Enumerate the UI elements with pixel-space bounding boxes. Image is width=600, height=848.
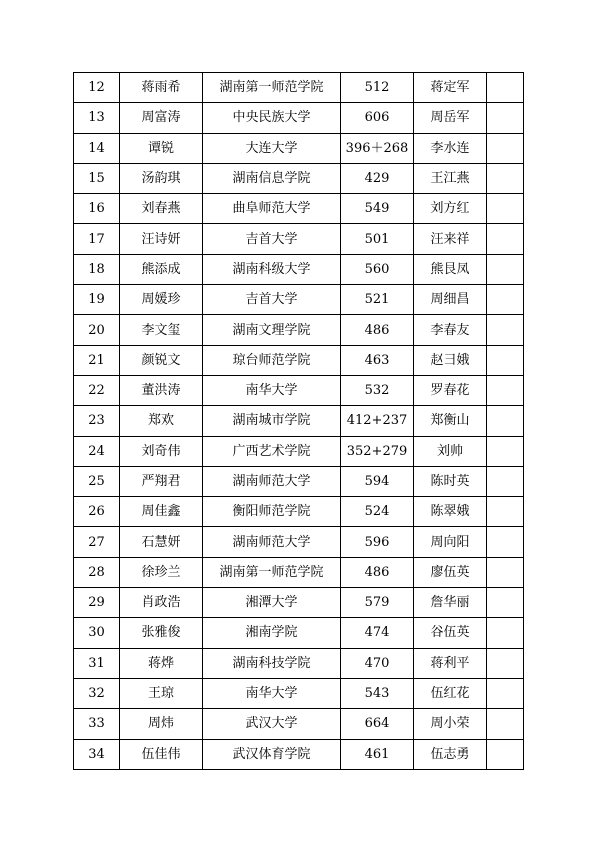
student-name-cell: 周佳鑫 [120,497,203,527]
table-row [74,588,524,618]
remark-cell [487,345,524,375]
row-number-cell: 12 [74,73,120,103]
remark-cell [487,285,524,315]
school-name-cell: 湖南城市学院 [203,406,341,436]
parent-name-cell: 汪来祥 [414,224,487,254]
exam-score-cell: 606 [341,103,414,133]
remark-cell [487,194,524,224]
table-row [74,527,524,557]
parent-name-cell: 廖伍英 [414,557,487,587]
row-number-cell: 18 [74,254,120,284]
parent-name-cell: 李春友 [414,315,487,345]
parent-name-cell: 李水连 [414,133,487,163]
remark-cell [487,133,524,163]
student-name-cell: 刘春燕 [120,194,203,224]
row-number-cell: 32 [74,678,120,708]
row-number-cell: 13 [74,103,120,133]
remark-cell [487,163,524,193]
exam-score-cell: 594 [341,466,414,496]
parent-name-cell: 伍志勇 [414,739,487,769]
row-number-cell: 14 [74,133,120,163]
exam-score-cell: 429 [341,163,414,193]
remark-cell [487,254,524,284]
roster-table-body [74,73,524,770]
exam-score-cell: 486 [341,557,414,587]
remark-cell [487,103,524,133]
parent-name-cell: 熊艮凤 [414,254,487,284]
school-name-cell: 湖南科级大学 [203,254,341,284]
exam-score-cell: 543 [341,678,414,708]
table-row [74,345,524,375]
student-name-cell: 肖政浩 [120,588,203,618]
remark-cell [487,73,524,103]
remark-cell [487,466,524,496]
exam-score-cell: 549 [341,194,414,224]
row-number-cell: 19 [74,285,120,315]
student-name-cell: 熊添成 [120,254,203,284]
table-row [74,103,524,133]
remark-cell [487,375,524,405]
school-name-cell: 大连大学 [203,133,341,163]
table-row [74,557,524,587]
row-number-cell: 34 [74,739,120,769]
row-number-cell: 16 [74,194,120,224]
row-number-cell: 33 [74,709,120,739]
row-number-cell: 20 [74,315,120,345]
table-row [74,618,524,648]
student-name-cell: 徐珍兰 [120,557,203,587]
student-name-cell: 汤韵琪 [120,163,203,193]
school-name-cell: 吉首大学 [203,224,341,254]
parent-name-cell: 周向阳 [414,527,487,557]
parent-name-cell: 陈翠娥 [414,497,487,527]
exam-score-cell: 470 [341,648,414,678]
exam-score-cell: 474 [341,618,414,648]
exam-score-cell: 664 [341,709,414,739]
table-row [74,133,524,163]
school-name-cell: 琼台师范学院 [203,345,341,375]
exam-score-cell: 463 [341,345,414,375]
row-number-cell: 17 [74,224,120,254]
table-row [74,73,524,103]
parent-name-cell: 蒋利平 [414,648,487,678]
row-number-cell: 23 [74,406,120,436]
parent-name-cell: 伍红花 [414,678,487,708]
exam-score-cell: 524 [341,497,414,527]
school-name-cell: 广西艺术学院 [203,436,341,466]
school-name-cell: 湖南文理学院 [203,315,341,345]
student-name-cell: 颜锐文 [120,345,203,375]
exam-score-cell: 521 [341,285,414,315]
exam-score-cell: 486 [341,315,414,345]
table-row [74,194,524,224]
school-name-cell: 湖南第一师范学院 [203,557,341,587]
school-name-cell: 湖南师范大学 [203,466,341,496]
table-row [74,436,524,466]
remark-cell [487,557,524,587]
school-name-cell: 吉首大学 [203,285,341,315]
school-name-cell: 曲阜师范大学 [203,194,341,224]
parent-name-cell: 周细昌 [414,285,487,315]
remark-cell [487,678,524,708]
school-name-cell: 湖南信息学院 [203,163,341,193]
student-name-cell: 石慧妍 [120,527,203,557]
exam-score-cell: 560 [341,254,414,284]
student-name-cell: 汪诗妍 [120,224,203,254]
exam-score-cell: 512 [341,73,414,103]
row-number-cell: 27 [74,527,120,557]
remark-cell [487,527,524,557]
student-name-cell: 蒋烨 [120,648,203,678]
row-number-cell: 30 [74,618,120,648]
parent-name-cell: 赵彐娥 [414,345,487,375]
parent-name-cell: 郑衡山 [414,406,487,436]
student-name-cell: 周炜 [120,709,203,739]
row-number-cell: 15 [74,163,120,193]
parent-name-cell: 刘方红 [414,194,487,224]
remark-cell [487,436,524,466]
exam-score-cell: 412+237 [341,406,414,436]
roster-table [73,72,524,770]
row-number-cell: 26 [74,497,120,527]
remark-cell [487,618,524,648]
row-number-cell: 25 [74,466,120,496]
student-name-cell: 周富涛 [120,103,203,133]
student-name-cell: 谭锐 [120,133,203,163]
table-row [74,224,524,254]
table-row [74,678,524,708]
parent-name-cell: 陈时英 [414,466,487,496]
table-row [74,163,524,193]
student-name-cell: 郑欢 [120,406,203,436]
remark-cell [487,588,524,618]
remark-cell [487,739,524,769]
table-row [74,285,524,315]
table-row [74,254,524,284]
table-row [74,709,524,739]
student-name-cell: 李文玺 [120,315,203,345]
table-row [74,315,524,345]
student-name-cell: 严翔君 [120,466,203,496]
student-name-cell: 王琼 [120,678,203,708]
row-number-cell: 31 [74,648,120,678]
parent-name-cell: 王江燕 [414,163,487,193]
parent-name-cell: 罗春花 [414,375,487,405]
school-name-cell: 衡阳师范学院 [203,497,341,527]
table-row [74,497,524,527]
exam-score-cell: 501 [341,224,414,254]
exam-score-cell: 461 [341,739,414,769]
table-row [74,375,524,405]
student-name-cell: 董洪涛 [120,375,203,405]
student-name-cell: 周媛珍 [120,285,203,315]
student-name-cell: 蒋雨希 [120,73,203,103]
remark-cell [487,315,524,345]
parent-name-cell: 周小荣 [414,709,487,739]
student-name-cell: 刘奇伟 [120,436,203,466]
row-number-cell: 28 [74,557,120,587]
table-row [74,466,524,496]
student-name-cell: 张雅俊 [120,618,203,648]
parent-name-cell: 刘帅 [414,436,487,466]
parent-name-cell: 蒋定军 [414,73,487,103]
school-name-cell: 湘潭大学 [203,588,341,618]
remark-cell [487,497,524,527]
school-name-cell: 南华大学 [203,375,341,405]
parent-name-cell: 周岳军 [414,103,487,133]
school-name-cell: 南华大学 [203,678,341,708]
row-number-cell: 24 [74,436,120,466]
remark-cell [487,648,524,678]
table-row [74,648,524,678]
school-name-cell: 中央民族大学 [203,103,341,133]
row-number-cell: 29 [74,588,120,618]
exam-score-cell: 396＋268 [341,133,414,163]
remark-cell [487,709,524,739]
student-name-cell: 伍佳伟 [120,739,203,769]
school-name-cell: 湖南科技学院 [203,648,341,678]
exam-score-cell: 596 [341,527,414,557]
remark-cell [487,224,524,254]
school-name-cell: 武汉体育学院 [203,739,341,769]
row-number-cell: 22 [74,375,120,405]
remark-cell [487,406,524,436]
exam-score-cell: 352+279 [341,436,414,466]
exam-score-cell: 532 [341,375,414,405]
row-number-cell: 21 [74,345,120,375]
table-row [74,739,524,769]
school-name-cell: 武汉大学 [203,709,341,739]
school-name-cell: 湖南第一师范学院 [203,73,341,103]
parent-name-cell: 詹华丽 [414,588,487,618]
table-row [74,406,524,436]
school-name-cell: 湘南学院 [203,618,341,648]
parent-name-cell: 谷伍英 [414,618,487,648]
school-name-cell: 湖南师范大学 [203,527,341,557]
exam-score-cell: 579 [341,588,414,618]
